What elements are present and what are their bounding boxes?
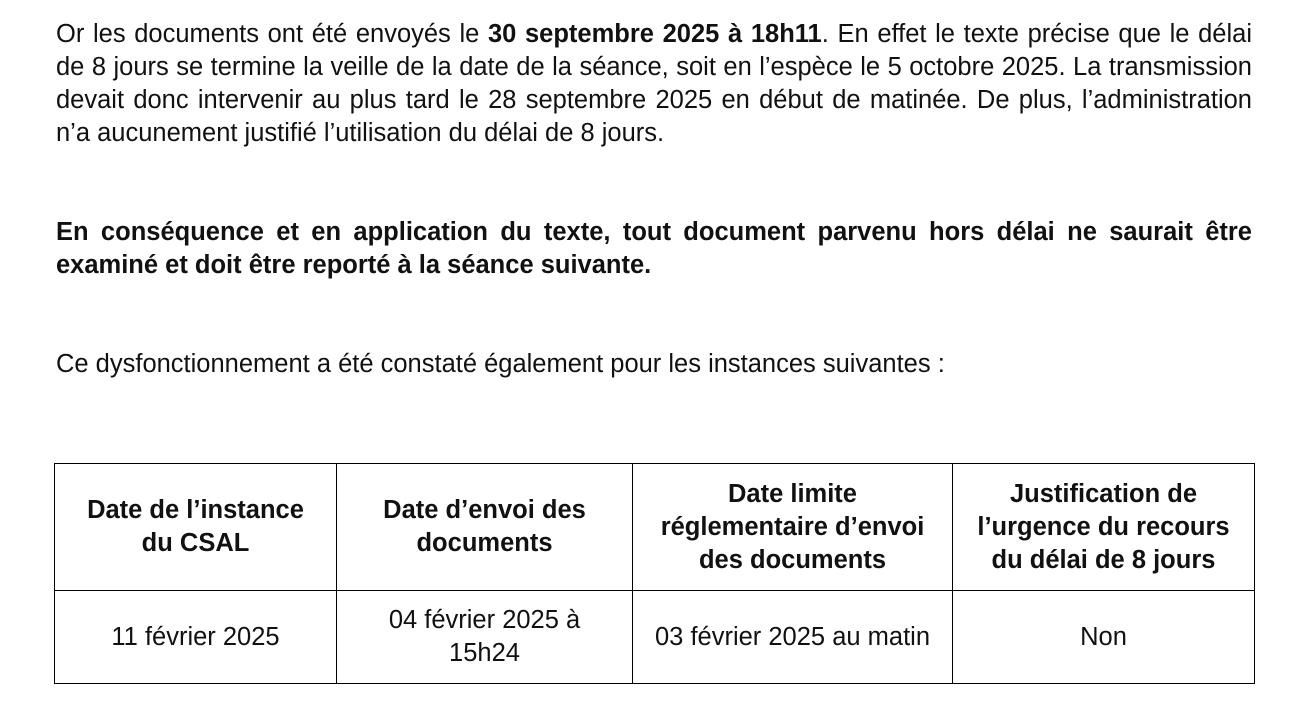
cell-date-envoi: 04 février 2025 à 15h24: [337, 591, 633, 684]
header-justification: Justification de l’urgence du recours du délai de 8 jours: [953, 464, 1255, 591]
paragraph-dispatch-date: [56, 18, 1252, 150]
cell-date-instance: 11 février 2025: [55, 591, 337, 684]
header-date-instance: Date de l’instance du CSAL: [55, 464, 337, 591]
paragraph1-text-before: Or les documents ont été envoyés le: [56, 20, 488, 48]
instances-table: [54, 463, 1255, 684]
document-body: [56, 18, 1252, 381]
cell-justification: Non: [953, 591, 1255, 684]
cell-date-limite: 03 février 2025 au matin: [633, 591, 953, 684]
paragraph-other-instances: Ce dysfonctionnement a été constaté également pour les instances suivantes :: [56, 350, 945, 378]
paragraph-consequence: En conséquence et en application du texte, tout document parvenu hors délai ne saurait être examiné et doit être reporté à la séance suivante.: [56, 218, 1252, 279]
paragraph1-bold-date: 30 septembre 2025 à 18h11: [487, 20, 822, 48]
table-header-row: [55, 464, 1255, 591]
paragraph1-text-after: . En effet le texte précise que le délai de 8 jours se termine la veille de la date de la séance, soit en l’espèce le 5 octobre 2025. La transmission devait donc intervenir au plus tard le 28 septembre 2025 en début de matinée. De plus, l’administration n’a aucunement justifié l’utilisation du délai de 8 jours.: [56, 20, 1252, 147]
table-row: [55, 591, 1255, 684]
header-date-limite: Date limite réglementaire d’envoi des documents: [633, 464, 953, 591]
header-date-envoi: Date d’envoi des documents: [337, 464, 633, 591]
